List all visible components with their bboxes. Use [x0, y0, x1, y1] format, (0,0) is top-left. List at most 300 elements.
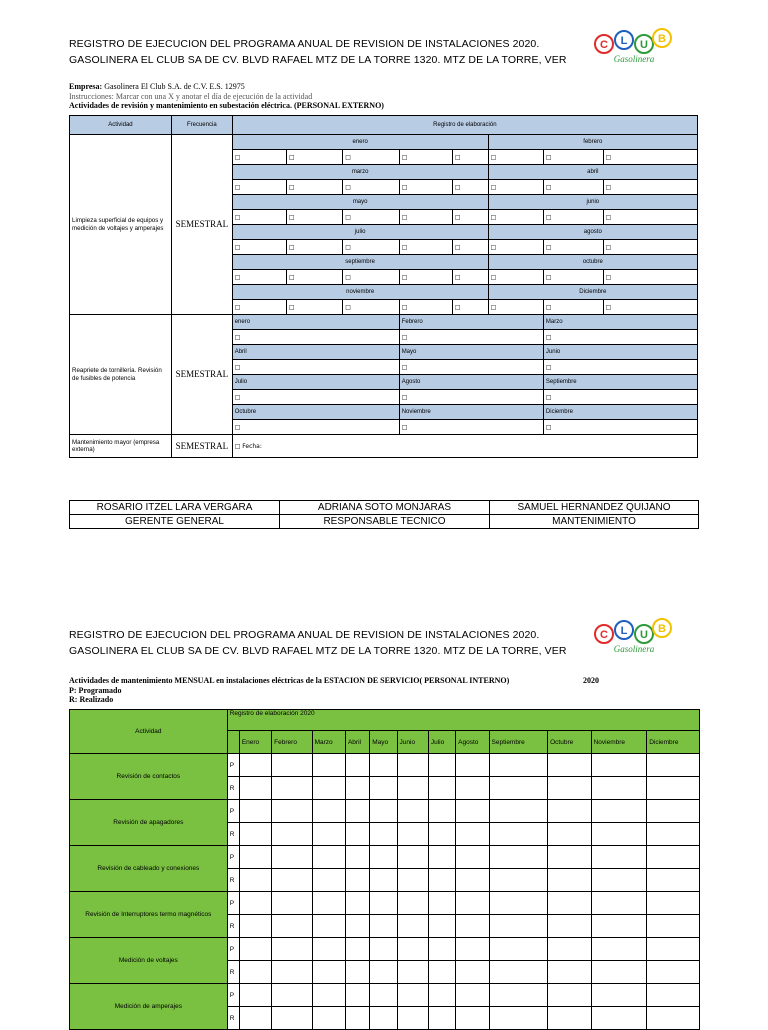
- month-header: Abril: [345, 731, 369, 754]
- mensual-activity: Revisión de contactos: [70, 754, 228, 800]
- realizado-marker: R: [227, 915, 239, 938]
- section2-subtitle: Actividades de mantenimiento MENSUAL en instalaciones eléctricas de la ESTACION DE SERVICIO( PERSONAL INTERNO): [69, 676, 510, 685]
- programado-cell[interactable]: [312, 800, 345, 823]
- month-header: Diciembre: [647, 731, 700, 754]
- programado-cell[interactable]: [591, 892, 647, 915]
- day-checkbox[interactable]: □: [399, 330, 543, 345]
- day-checkbox[interactable]: □: [232, 300, 286, 315]
- instrucciones-text: Instrucciones: Marcar con una X y anotar el día de ejecución de la actividad: [69, 91, 313, 101]
- realizado-cell[interactable]: [647, 915, 700, 938]
- realizado-cell[interactable]: [312, 1007, 345, 1030]
- programado-cell[interactable]: [456, 800, 489, 823]
- logo-letter: L: [620, 625, 628, 637]
- logo-caption-2: Gasolinera: [613, 644, 655, 654]
- month-label: julio: [232, 225, 488, 240]
- programado-cell[interactable]: [312, 846, 345, 869]
- month-header: Agosto: [456, 731, 489, 754]
- realizado-cell[interactable]: [272, 915, 312, 938]
- month-label: Septiembre: [543, 375, 697, 390]
- section1-meta: [69, 82, 384, 111]
- realizado-cell[interactable]: [548, 823, 591, 846]
- realizado-cell[interactable]: [428, 915, 455, 938]
- programado-cell[interactable]: [272, 938, 312, 961]
- day-checkbox[interactable]: □: [452, 240, 488, 255]
- realizado-cell[interactable]: [397, 915, 428, 938]
- month-label: Marzo: [543, 315, 697, 330]
- realizado-cell[interactable]: [345, 869, 369, 892]
- programado-cell[interactable]: [345, 984, 369, 1007]
- month-header: Mayo: [370, 731, 397, 754]
- realizado-cell[interactable]: [456, 961, 489, 984]
- realizado-cell[interactable]: [489, 777, 548, 800]
- programado-cell[interactable]: [239, 754, 271, 777]
- realizado-cell[interactable]: [345, 1007, 369, 1030]
- realizado-cell[interactable]: [370, 961, 397, 984]
- realizado-cell[interactable]: [239, 823, 271, 846]
- realizado-cell[interactable]: [397, 961, 428, 984]
- realizado-cell[interactable]: [489, 823, 548, 846]
- programado-cell[interactable]: [397, 800, 428, 823]
- logo-letter: B: [658, 623, 666, 635]
- realizado-cell[interactable]: [312, 823, 345, 846]
- realizado-cell[interactable]: [397, 777, 428, 800]
- programado-cell[interactable]: [272, 754, 312, 777]
- day-checkbox[interactable]: □: [286, 150, 342, 165]
- programado-cell[interactable]: [272, 846, 312, 869]
- realizado-cell[interactable]: [370, 777, 397, 800]
- realizado-cell[interactable]: [591, 869, 647, 892]
- day-checkbox[interactable]: □: [603, 300, 697, 315]
- document-header-1: [69, 36, 567, 68]
- realizado-cell[interactable]: [239, 777, 271, 800]
- day-checkbox[interactable]: □: [232, 420, 399, 435]
- realizado-cell[interactable]: [239, 869, 271, 892]
- programado-cell[interactable]: [647, 892, 700, 915]
- day-checkbox[interactable]: □: [488, 180, 543, 195]
- programado-cell[interactable]: [272, 984, 312, 1007]
- day-checkbox[interactable]: □: [603, 180, 697, 195]
- day-checkbox[interactable]: □: [452, 180, 488, 195]
- activity-limpieza: Limpieza superficial de equipos y medición de voltajes y amperajes: [70, 135, 172, 315]
- realizado-marker: R: [227, 823, 239, 846]
- day-checkbox[interactable]: □: [343, 300, 399, 315]
- realizado-cell[interactable]: [548, 915, 591, 938]
- realizado-cell[interactable]: [456, 823, 489, 846]
- programado-marker: P: [227, 846, 239, 869]
- day-checkbox[interactable]: □: [343, 270, 399, 285]
- realizado-cell[interactable]: [456, 777, 489, 800]
- signature-role-tecnico: RESPONSABLE TECNICO: [280, 515, 490, 529]
- programado-cell[interactable]: [239, 938, 271, 961]
- realizado-cell[interactable]: [647, 823, 700, 846]
- programado-cell[interactable]: [647, 938, 700, 961]
- logo-letter: L: [620, 35, 628, 47]
- programado-cell[interactable]: [456, 984, 489, 1007]
- month-label: abril: [488, 165, 697, 180]
- programado-marker: P: [227, 800, 239, 823]
- programado-cell[interactable]: [647, 800, 700, 823]
- day-checkbox[interactable]: □: [488, 270, 543, 285]
- realizado-cell[interactable]: [312, 915, 345, 938]
- programado-cell[interactable]: [591, 846, 647, 869]
- realizado-cell[interactable]: [397, 869, 428, 892]
- signature-name-mantenimiento: SAMUEL HERNANDEZ QUIJANO: [490, 501, 699, 515]
- programado-cell[interactable]: [428, 800, 455, 823]
- mensual-activity: Medición de voltajes: [70, 938, 228, 984]
- month-label: Diciembre: [543, 405, 697, 420]
- programado-cell[interactable]: [397, 846, 428, 869]
- day-checkbox[interactable]: □: [543, 150, 603, 165]
- month-label: Julio: [232, 375, 399, 390]
- club-logo-2: [594, 614, 672, 654]
- day-checkbox[interactable]: □: [543, 390, 697, 405]
- legend-realizado: R: Realizado: [69, 695, 114, 704]
- month-label: marzo: [232, 165, 488, 180]
- mensual-activity: Revisión de cableado y conexiones: [70, 846, 228, 892]
- realizado-cell[interactable]: [345, 823, 369, 846]
- realizado-cell[interactable]: [370, 869, 397, 892]
- month-label: junio: [488, 195, 697, 210]
- activity-reapriete: Reapriete de tornillería. Revisión de fusibles de potencia: [70, 315, 172, 435]
- programado-cell[interactable]: [428, 846, 455, 869]
- realizado-cell[interactable]: [456, 1007, 489, 1030]
- header2-line-1: REGISTRO DE EJECUCION DEL PROGRAMA ANUAL DE REVISION DE INSTALACIONES 2020.: [69, 629, 540, 641]
- realizado-cell[interactable]: [312, 961, 345, 984]
- day-checkbox[interactable]: □: [543, 300, 603, 315]
- month-label: febrero: [488, 135, 697, 150]
- empresa-value: Gasolinera El Club S.A. de C.V. E.S. 12975: [104, 82, 245, 91]
- month-label: Octubre: [232, 405, 399, 420]
- signature-role-gerente: GERENTE GENERAL: [70, 515, 280, 529]
- programado-cell[interactable]: [428, 984, 455, 1007]
- day-checkbox[interactable]: □: [399, 150, 452, 165]
- month-label: Febrero: [399, 315, 543, 330]
- realizado-marker: R: [227, 1007, 239, 1030]
- day-checkbox[interactable]: □: [399, 360, 543, 375]
- day-checkbox[interactable]: □: [343, 240, 399, 255]
- day-checkbox[interactable]: □: [603, 270, 697, 285]
- realizado-cell[interactable]: [591, 961, 647, 984]
- day-checkbox[interactable]: □: [286, 180, 342, 195]
- fecha-field[interactable]: □ Fecha:: [232, 435, 697, 458]
- day-checkbox[interactable]: □: [399, 270, 452, 285]
- logo-letter: B: [658, 33, 666, 45]
- programado-cell[interactable]: [397, 892, 428, 915]
- logo-letter: U: [640, 39, 648, 51]
- realizado-cell[interactable]: [239, 915, 271, 938]
- realizado-cell[interactable]: [591, 915, 647, 938]
- realizado-cell[interactable]: [489, 1007, 548, 1030]
- day-checkbox[interactable]: □: [543, 240, 603, 255]
- month-header: Enero: [239, 731, 271, 754]
- day-checkbox[interactable]: □: [488, 210, 543, 225]
- programado-cell[interactable]: [370, 800, 397, 823]
- day-checkbox[interactable]: □: [399, 210, 452, 225]
- col-frecuencia-header: Frecuencia: [171, 116, 232, 135]
- programado-cell[interactable]: [370, 984, 397, 1007]
- day-checkbox[interactable]: □: [452, 150, 488, 165]
- day-checkbox[interactable]: □: [286, 240, 342, 255]
- realizado-cell[interactable]: [591, 777, 647, 800]
- realizado-cell[interactable]: [272, 777, 312, 800]
- month-label: enero: [232, 135, 488, 150]
- month-header: Marzo: [312, 731, 345, 754]
- day-checkbox[interactable]: □: [603, 210, 697, 225]
- programado-cell[interactable]: [370, 846, 397, 869]
- day-checkbox[interactable]: □: [603, 240, 697, 255]
- empresa-label: Empresa:: [69, 82, 103, 91]
- day-checkbox[interactable]: □: [452, 300, 488, 315]
- programado-cell[interactable]: [397, 938, 428, 961]
- day-checkbox[interactable]: □: [452, 210, 488, 225]
- section2-year: 2020: [583, 676, 599, 685]
- month-header: Septiembre: [489, 731, 548, 754]
- programado-cell[interactable]: [548, 754, 591, 777]
- day-checkbox[interactable]: □: [343, 180, 399, 195]
- realizado-cell[interactable]: [428, 961, 455, 984]
- programado-cell[interactable]: [345, 754, 369, 777]
- day-checkbox[interactable]: □: [286, 270, 342, 285]
- header2-line-2: GASOLINERA EL CLUB SA DE CV. BLVD RAFAEL MTZ DE LA TORRE 1320. MTZ DE LA TORRE, VER: [69, 645, 567, 657]
- realizado-marker: R: [227, 777, 239, 800]
- realizado-cell[interactable]: [456, 869, 489, 892]
- programado-cell[interactable]: [428, 938, 455, 961]
- day-checkbox[interactable]: □: [399, 300, 452, 315]
- programado-cell[interactable]: [456, 754, 489, 777]
- programado-cell[interactable]: [591, 938, 647, 961]
- logo-letter: C: [600, 629, 608, 641]
- header-line-2: GASOLINERA EL CLUB SA DE CV. BLVD RAFAEL MTZ DE LA TORRE 1320. MTZ DE LA TORRE, VER: [69, 54, 567, 66]
- realizado-cell[interactable]: [312, 777, 345, 800]
- programado-cell[interactable]: [647, 984, 700, 1007]
- realizado-cell[interactable]: [312, 869, 345, 892]
- realizado-cell[interactable]: [370, 915, 397, 938]
- day-checkbox[interactable]: □: [286, 300, 342, 315]
- programado-cell[interactable]: [312, 938, 345, 961]
- month-label: Junio: [543, 345, 697, 360]
- realizado-cell[interactable]: [370, 823, 397, 846]
- day-checkbox[interactable]: □: [232, 180, 286, 195]
- programado-cell[interactable]: [591, 754, 647, 777]
- realizado-marker: R: [227, 869, 239, 892]
- day-checkbox[interactable]: □: [232, 150, 286, 165]
- day-checkbox[interactable]: □: [286, 210, 342, 225]
- day-checkbox[interactable]: □: [399, 180, 452, 195]
- programado-cell[interactable]: [456, 846, 489, 869]
- month-header: Noviembre: [591, 731, 647, 754]
- programado-cell[interactable]: [647, 754, 700, 777]
- programado-cell[interactable]: [489, 938, 548, 961]
- programado-cell[interactable]: [239, 800, 271, 823]
- day-checkbox[interactable]: □: [488, 150, 543, 165]
- realizado-cell[interactable]: [239, 1007, 271, 1030]
- section1-subtitle: Actividades de revisión y mantenimiento en subestación eléctrica. (PERSONAL EXTERNO): [69, 101, 384, 110]
- realizado-cell[interactable]: [591, 823, 647, 846]
- header-line-1: REGISTRO DE EJECUCION DEL PROGRAMA ANUAL DE REVISION DE INSTALACIONES 2020.: [69, 38, 540, 50]
- realizado-cell[interactable]: [456, 915, 489, 938]
- realizado-cell[interactable]: [428, 823, 455, 846]
- realizado-cell[interactable]: [647, 777, 700, 800]
- programado-cell[interactable]: [489, 800, 548, 823]
- programado-cell[interactable]: [647, 846, 700, 869]
- col-actividad-header: Actividad: [70, 116, 172, 135]
- programado-cell[interactable]: [345, 938, 369, 961]
- programado-cell[interactable]: [312, 892, 345, 915]
- realizado-cell[interactable]: [397, 1007, 428, 1030]
- month-header: Julio: [428, 731, 455, 754]
- programado-cell[interactable]: [548, 892, 591, 915]
- section2-meta: [69, 676, 709, 705]
- day-checkbox[interactable]: □: [232, 390, 399, 405]
- day-checkbox[interactable]: □: [488, 240, 543, 255]
- t2-col-actividad-header: Actividad: [70, 710, 228, 754]
- day-checkbox[interactable]: □: [232, 240, 286, 255]
- programado-cell[interactable]: [239, 984, 271, 1007]
- programado-cell[interactable]: [428, 754, 455, 777]
- day-checkbox[interactable]: □: [232, 210, 286, 225]
- day-checkbox[interactable]: □: [488, 300, 543, 315]
- realizado-cell[interactable]: [272, 961, 312, 984]
- realizado-cell[interactable]: [548, 869, 591, 892]
- realizado-cell[interactable]: [370, 1007, 397, 1030]
- programado-cell[interactable]: [489, 984, 548, 1007]
- month-header: Octubre: [548, 731, 591, 754]
- programado-cell[interactable]: [272, 800, 312, 823]
- programado-cell[interactable]: [239, 892, 271, 915]
- programado-cell[interactable]: [370, 938, 397, 961]
- col-registro-header: Registro de elaboración: [232, 116, 697, 135]
- programado-cell[interactable]: [312, 984, 345, 1007]
- realizado-cell[interactable]: [428, 869, 455, 892]
- day-checkbox[interactable]: □: [399, 390, 543, 405]
- day-checkbox[interactable]: □: [452, 270, 488, 285]
- realizado-cell[interactable]: [397, 823, 428, 846]
- frequency-limpieza: SEMESTRAL: [171, 135, 232, 315]
- month-label: mayo: [232, 195, 488, 210]
- frequency-mantenimiento-mayor: SEMESTRAL: [171, 435, 232, 458]
- realizado-cell[interactable]: [548, 961, 591, 984]
- logo-caption: Gasolinera: [613, 54, 655, 64]
- realizado-cell[interactable]: [647, 869, 700, 892]
- realizado-cell[interactable]: [489, 869, 548, 892]
- realizado-marker: R: [227, 961, 239, 984]
- programado-cell[interactable]: [239, 846, 271, 869]
- realizado-cell[interactable]: [345, 777, 369, 800]
- realizado-cell[interactable]: [548, 777, 591, 800]
- month-label: noviembre: [232, 285, 488, 300]
- day-checkbox[interactable]: □: [232, 360, 399, 375]
- programado-cell[interactable]: [548, 984, 591, 1007]
- programado-cell[interactable]: [345, 892, 369, 915]
- programado-cell[interactable]: [370, 754, 397, 777]
- programado-cell[interactable]: [345, 846, 369, 869]
- programado-cell[interactable]: [591, 800, 647, 823]
- logo-letter: U: [640, 629, 648, 641]
- month-header: Febrero: [272, 731, 312, 754]
- signature-role-mantenimiento: MANTENIMIENTO: [490, 515, 699, 529]
- month-label: Agosto: [399, 375, 543, 390]
- month-header: Junio: [397, 731, 428, 754]
- programado-cell[interactable]: [489, 892, 548, 915]
- day-checkbox[interactable]: □: [343, 150, 399, 165]
- month-label: Noviembre: [399, 405, 543, 420]
- programado-cell[interactable]: [456, 892, 489, 915]
- mensual-activity: Revisión de Interruptores termo magnéticos: [70, 892, 228, 938]
- document-header-2: [69, 627, 567, 659]
- realizado-cell[interactable]: [489, 961, 548, 984]
- realizado-cell[interactable]: [647, 961, 700, 984]
- legend-programado: P: Programado: [69, 685, 122, 695]
- day-checkbox[interactable]: □: [543, 420, 697, 435]
- month-label: octubre: [488, 255, 697, 270]
- programado-cell[interactable]: [489, 754, 548, 777]
- day-checkbox[interactable]: □: [543, 360, 697, 375]
- programado-cell[interactable]: [397, 984, 428, 1007]
- realizado-cell[interactable]: [272, 1007, 312, 1030]
- club-logo: [594, 24, 672, 64]
- day-checkbox[interactable]: □: [232, 330, 399, 345]
- signature-name-tecnico: ADRIANA SOTO MONJARAS: [280, 501, 490, 515]
- month-label: septiembre: [232, 255, 488, 270]
- programado-cell[interactable]: [591, 984, 647, 1007]
- realizado-cell[interactable]: [548, 1007, 591, 1030]
- day-checkbox[interactable]: □: [399, 240, 452, 255]
- programado-cell[interactable]: [548, 938, 591, 961]
- programado-cell[interactable]: [489, 846, 548, 869]
- realizado-cell[interactable]: [272, 869, 312, 892]
- programado-cell[interactable]: [548, 846, 591, 869]
- month-label: enero: [232, 315, 399, 330]
- programado-cell[interactable]: [345, 800, 369, 823]
- signature-name-gerente: ROSARIO ITZEL LARA VERGARA: [70, 501, 280, 515]
- realizado-cell[interactable]: [272, 823, 312, 846]
- programado-cell[interactable]: [428, 892, 455, 915]
- programado-cell[interactable]: [548, 800, 591, 823]
- realizado-cell[interactable]: [647, 1007, 700, 1030]
- programado-marker: P: [227, 892, 239, 915]
- day-checkbox[interactable]: □: [343, 210, 399, 225]
- month-label: Diciembre: [488, 285, 697, 300]
- realizado-cell[interactable]: [239, 961, 271, 984]
- realizado-cell[interactable]: [345, 915, 369, 938]
- realizado-cell[interactable]: [345, 961, 369, 984]
- programado-marker: P: [227, 938, 239, 961]
- programado-cell[interactable]: [397, 754, 428, 777]
- realizado-cell[interactable]: [428, 777, 455, 800]
- day-checkbox[interactable]: □: [543, 330, 697, 345]
- programado-marker: P: [227, 984, 239, 1007]
- day-checkbox[interactable]: □: [603, 150, 697, 165]
- realizado-cell[interactable]: [489, 915, 548, 938]
- month-label: Abril: [232, 345, 399, 360]
- day-checkbox[interactable]: □: [543, 180, 603, 195]
- day-checkbox[interactable]: □: [543, 210, 603, 225]
- programado-cell[interactable]: [272, 892, 312, 915]
- frequency-reapriete: SEMESTRAL: [171, 315, 232, 435]
- day-checkbox[interactable]: □: [232, 270, 286, 285]
- realizado-cell[interactable]: [591, 1007, 647, 1030]
- t2-month-spacer: [227, 731, 239, 754]
- day-checkbox[interactable]: □: [399, 420, 543, 435]
- mensual-table: [69, 709, 700, 1030]
- programado-cell[interactable]: [370, 892, 397, 915]
- programado-cell[interactable]: [456, 938, 489, 961]
- programado-cell[interactable]: [312, 754, 345, 777]
- day-checkbox[interactable]: □: [543, 270, 603, 285]
- month-label: Mayo: [399, 345, 543, 360]
- realizado-cell[interactable]: [428, 1007, 455, 1030]
- signature-table: [69, 500, 699, 529]
